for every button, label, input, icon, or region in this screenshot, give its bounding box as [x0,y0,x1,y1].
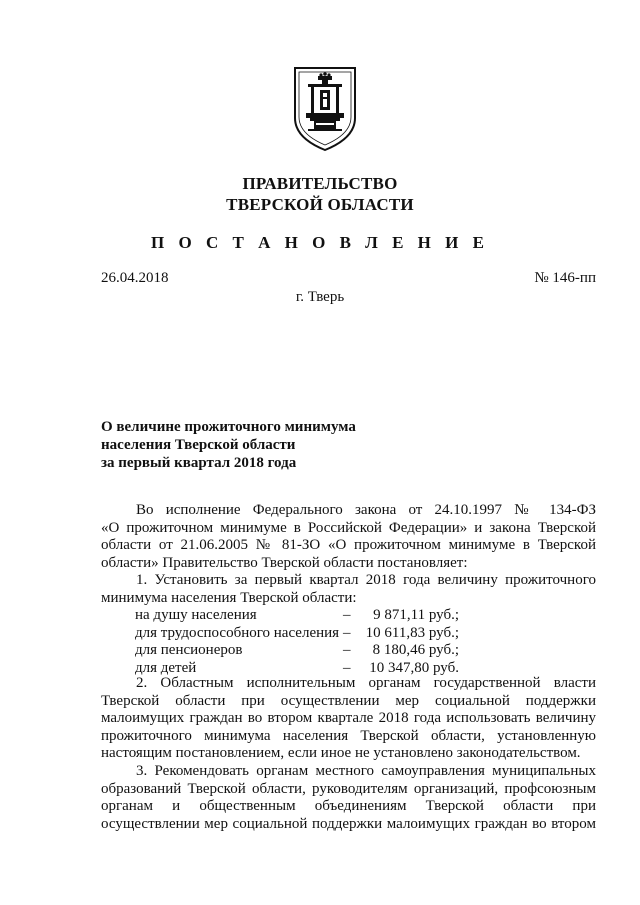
amount-value: 9 871,11 руб.; [373,607,459,624]
document-subject [101,418,356,472]
text-line: минимума населения Тверской области: [101,589,357,606]
text-line: органам и общественным объединениям Тверской области при [101,798,596,815]
document-city: г. Тверь [295,289,345,305]
text-line: Во исполнение Федерального закона от 24.10.1997 № 134-ФЗ [136,502,596,518]
text-line: настоящим постановлением, если иное не установлено законодательством. [101,745,581,762]
government-name-line2: ТВЕРСКОЙ ОБЛАСТИ [226,195,414,214]
document-number: № 146-пп [534,270,596,286]
text-line: осуществлении мер социальной поддержки малоимущих граждан во втором [101,815,596,832]
item-2-paragraph [101,675,596,763]
coat-of-arms-icon [292,66,358,152]
document-type-title: П О С Т А Н О В Л Е Н И Е [151,233,489,252]
category-label: для трудоспособного населения [135,624,340,641]
subject-line: населения Тверской области [101,437,296,453]
minimum-row [101,642,596,660]
subject-line: О величине прожиточного минимума [101,419,356,435]
dash: – [343,607,351,624]
text-line: 3. Рекомендовать органам местного самоуправления муниципальных [136,763,596,779]
category-label: для детей [135,659,197,676]
minimum-row [101,607,596,625]
text-line: прожиточного минимума населения Тверской области, установленную [101,727,596,744]
text-line: области от 21.06.2005 № 81-ЗО «О прожиточном минимуме в Тверской [101,537,596,554]
preamble-paragraph [101,502,596,572]
text-line: образований Тверской области, руководителям организаций, профсоюзным [101,780,596,797]
text-line: 2. Областным исполнительным органам государственной власти [136,675,596,691]
dash: – [343,642,351,659]
amount-value: 10 611,83 руб.; [365,624,459,641]
amount-value: 8 180,46 руб.; [372,642,459,659]
minimum-row [101,625,596,643]
text-line: малоимущих граждан во втором квартале 2018 года использовать величину [101,710,596,727]
dash: – [343,659,351,676]
amount-value: 10 347,80 руб. [369,659,459,676]
tver-coat-of-arms-emblem [292,66,358,152]
document-date: 26.04.2018 [101,270,169,286]
text-line: Тверской области при осуществлении мер социальной поддержки [101,692,596,709]
text-line: области» Правительство Тверской области постановляет: [101,554,468,571]
item-3-paragraph [101,763,596,833]
text-line: 1. Установить за первый квартал 2018 года величину прожиточного [136,572,596,588]
category-label: на душу населения [135,607,257,624]
dash: – [343,624,351,641]
subject-line: за первый квартал 2018 года [101,455,297,471]
category-label: для пенсионеров [135,642,243,659]
government-name-line1: ПРАВИТЕЛЬСТВО [242,174,398,193]
item-1-paragraph [101,572,596,678]
text-line: «О прожиточном минимуме в Российской Федерации» и закона Тверской [101,519,596,536]
